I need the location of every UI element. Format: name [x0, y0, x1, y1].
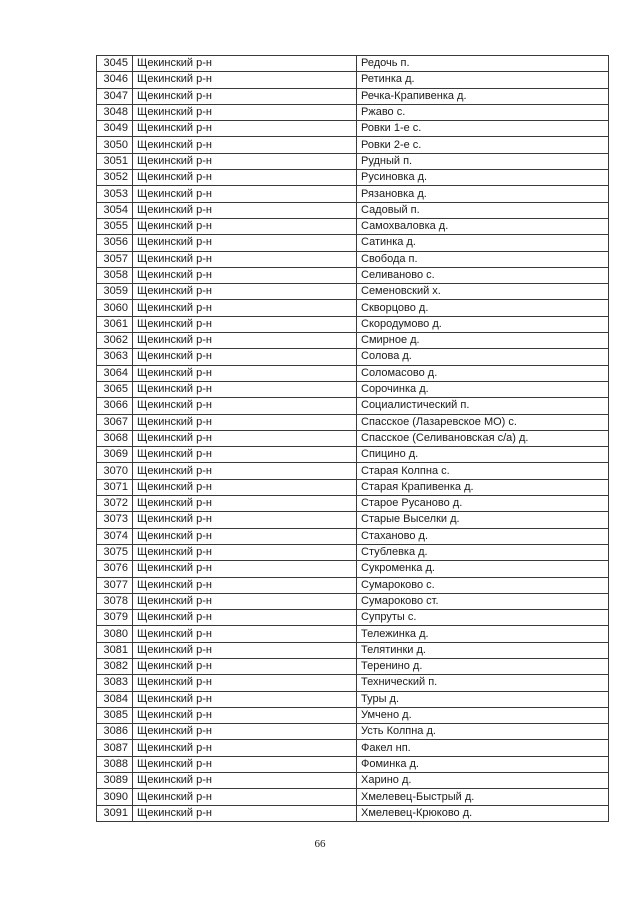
row-number-cell: 3049: [97, 121, 133, 137]
locality-cell: Ржаво с.: [357, 104, 609, 120]
district-cell: Щекинский р-н: [133, 365, 357, 381]
row-number-cell: 3079: [97, 610, 133, 626]
row-number-cell: 3083: [97, 675, 133, 691]
district-cell: Щекинский р-н: [133, 805, 357, 821]
locality-cell: Супруты с.: [357, 610, 609, 626]
locality-cell: Ровки 2-е с.: [357, 137, 609, 153]
row-number-cell: 3070: [97, 463, 133, 479]
table-row: [97, 414, 609, 430]
table-row: [97, 365, 609, 381]
table-row: [97, 137, 609, 153]
locality-cell: Стублевка д.: [357, 544, 609, 560]
district-cell: Щекинский р-н: [133, 577, 357, 593]
locality-cell: Сумароково ст.: [357, 593, 609, 609]
table-row: [97, 756, 609, 772]
table-row: [97, 56, 609, 72]
row-number-cell: 3072: [97, 496, 133, 512]
district-cell: Щекинский р-н: [133, 316, 357, 332]
locality-cell: Скородумово д.: [357, 316, 609, 332]
district-cell: Щекинский р-н: [133, 512, 357, 528]
locality-cell: Технический п.: [357, 675, 609, 691]
row-number-cell: 3065: [97, 381, 133, 397]
district-cell: Щекинский р-н: [133, 675, 357, 691]
row-number-cell: 3054: [97, 202, 133, 218]
locality-cell: Сатинка д.: [357, 235, 609, 251]
district-cell: Щекинский р-н: [133, 398, 357, 414]
district-cell: Щекинский р-н: [133, 186, 357, 202]
row-number-cell: 3068: [97, 430, 133, 446]
table-row: [97, 463, 609, 479]
district-cell: Щекинский р-н: [133, 610, 357, 626]
district-cell: Щекинский р-н: [133, 528, 357, 544]
table-row: [97, 479, 609, 495]
table-row: [97, 300, 609, 316]
district-cell: Щекинский р-н: [133, 414, 357, 430]
table-row: [97, 724, 609, 740]
row-number-cell: 3056: [97, 235, 133, 251]
row-number-cell: 3078: [97, 593, 133, 609]
locality-cell: Теренино д.: [357, 658, 609, 674]
locality-cell: Старые Выселки д.: [357, 512, 609, 528]
table-row: [97, 528, 609, 544]
district-cell: Щекинский р-н: [133, 691, 357, 707]
row-number-cell: 3076: [97, 561, 133, 577]
locality-cell: Самохваловка д.: [357, 218, 609, 234]
locality-cell: Речка-Крапивенка д.: [357, 88, 609, 104]
row-number-cell: 3088: [97, 756, 133, 772]
locality-cell: Спицино д.: [357, 447, 609, 463]
locality-table: [96, 55, 609, 822]
table-row: [97, 447, 609, 463]
row-number-cell: 3062: [97, 333, 133, 349]
table-row: [97, 707, 609, 723]
table-row: [97, 267, 609, 283]
page-number: 66: [314, 838, 326, 850]
locality-cell: Скворцово д.: [357, 300, 609, 316]
table-row: [97, 381, 609, 397]
row-number-cell: 3050: [97, 137, 133, 153]
locality-cell: Туры д.: [357, 691, 609, 707]
table-row: [97, 658, 609, 674]
locality-cell: Семеновский х.: [357, 284, 609, 300]
locality-cell: Харино д.: [357, 773, 609, 789]
row-number-cell: 3075: [97, 544, 133, 560]
district-cell: Щекинский р-н: [133, 88, 357, 104]
district-cell: Щекинский р-н: [133, 724, 357, 740]
district-cell: Щекинский р-н: [133, 284, 357, 300]
table-row: [97, 642, 609, 658]
locality-cell: Спасское (Селивановская с/а) д.: [357, 430, 609, 446]
district-cell: Щекинский р-н: [133, 496, 357, 512]
locality-cell: Фоминка д.: [357, 756, 609, 772]
locality-cell: Хмелевец-Быстрый д.: [357, 789, 609, 805]
district-cell: Щекинский р-н: [133, 561, 357, 577]
locality-cell: Селиваново с.: [357, 267, 609, 283]
locality-cell: Ровки 1-е с.: [357, 121, 609, 137]
table-row: [97, 544, 609, 560]
row-number-cell: 3051: [97, 153, 133, 169]
district-cell: Щекинский р-н: [133, 218, 357, 234]
row-number-cell: 3073: [97, 512, 133, 528]
district-cell: Щекинский р-н: [133, 153, 357, 169]
district-cell: Щекинский р-н: [133, 773, 357, 789]
row-number-cell: 3081: [97, 642, 133, 658]
district-cell: Щекинский р-н: [133, 72, 357, 88]
locality-cell: Усть Колпна д.: [357, 724, 609, 740]
locality-cell: Сорочинка д.: [357, 381, 609, 397]
table-row: [97, 593, 609, 609]
table-row: [97, 284, 609, 300]
locality-cell: Соломасово д.: [357, 365, 609, 381]
table-row: [97, 675, 609, 691]
table-row: [97, 218, 609, 234]
table-row: [97, 626, 609, 642]
row-number-cell: 3057: [97, 251, 133, 267]
locality-cell: Телятинки д.: [357, 642, 609, 658]
table-row: [97, 104, 609, 120]
table-row: [97, 251, 609, 267]
locality-cell: Русиновка д.: [357, 170, 609, 186]
row-number-cell: 3053: [97, 186, 133, 202]
row-number-cell: 3048: [97, 104, 133, 120]
locality-cell: Свобода п.: [357, 251, 609, 267]
district-cell: Щекинский р-н: [133, 430, 357, 446]
locality-cell: Факел нп.: [357, 740, 609, 756]
table-row: [97, 88, 609, 104]
table-row: [97, 561, 609, 577]
table-row: [97, 186, 609, 202]
locality-cell: Сумароково с.: [357, 577, 609, 593]
district-cell: Щекинский р-н: [133, 789, 357, 805]
district-cell: Щекинский р-н: [133, 121, 357, 137]
row-number-cell: 3077: [97, 577, 133, 593]
locality-cell: Ретинка д.: [357, 72, 609, 88]
table-row: [97, 235, 609, 251]
locality-cell: Солова д.: [357, 349, 609, 365]
row-number-cell: 3071: [97, 479, 133, 495]
table-row: [97, 805, 609, 821]
row-number-cell: 3067: [97, 414, 133, 430]
table-row: [97, 430, 609, 446]
table-row: [97, 740, 609, 756]
locality-cell: Хмелевец-Крюково д.: [357, 805, 609, 821]
locality-cell: Старое Русаново д.: [357, 496, 609, 512]
table-row: [97, 121, 609, 137]
locality-cell: Спасское (Лазаревское МО) с.: [357, 414, 609, 430]
table-row: [97, 577, 609, 593]
row-number-cell: 3052: [97, 170, 133, 186]
district-cell: Щекинский р-н: [133, 56, 357, 72]
district-cell: Щекинский р-н: [133, 463, 357, 479]
locality-cell: Садовый п.: [357, 202, 609, 218]
district-cell: Щекинский р-н: [133, 479, 357, 495]
table-row: [97, 773, 609, 789]
table-row: [97, 789, 609, 805]
row-number-cell: 3090: [97, 789, 133, 805]
locality-cell: Старая Колпна с.: [357, 463, 609, 479]
locality-cell: Умчено д.: [357, 707, 609, 723]
district-cell: Щекинский р-н: [133, 349, 357, 365]
table-row: [97, 512, 609, 528]
row-number-cell: 3074: [97, 528, 133, 544]
row-number-cell: 3084: [97, 691, 133, 707]
locality-cell: Редочь п.: [357, 56, 609, 72]
table-row: [97, 153, 609, 169]
locality-cell: Рудный п.: [357, 153, 609, 169]
row-number-cell: 3082: [97, 658, 133, 674]
district-cell: Щекинский р-н: [133, 544, 357, 560]
district-cell: Щекинский р-н: [133, 235, 357, 251]
table-row: [97, 170, 609, 186]
row-number-cell: 3061: [97, 316, 133, 332]
table-row: [97, 333, 609, 349]
row-number-cell: 3058: [97, 267, 133, 283]
row-number-cell: 3063: [97, 349, 133, 365]
district-cell: Щекинский р-н: [133, 267, 357, 283]
row-number-cell: 3086: [97, 724, 133, 740]
row-number-cell: 3045: [97, 56, 133, 72]
row-number-cell: 3046: [97, 72, 133, 88]
district-cell: Щекинский р-н: [133, 642, 357, 658]
row-number-cell: 3055: [97, 218, 133, 234]
row-number-cell: 3085: [97, 707, 133, 723]
table-row: [97, 691, 609, 707]
district-cell: Щекинский р-н: [133, 447, 357, 463]
row-number-cell: 3087: [97, 740, 133, 756]
locality-cell: Стаханово д.: [357, 528, 609, 544]
table-row: [97, 610, 609, 626]
table-row: [97, 202, 609, 218]
locality-cell: Смирное д.: [357, 333, 609, 349]
district-cell: Щекинский р-н: [133, 333, 357, 349]
row-number-cell: 3089: [97, 773, 133, 789]
district-cell: Щекинский р-н: [133, 137, 357, 153]
district-cell: Щекинский р-н: [133, 756, 357, 772]
district-cell: Щекинский р-н: [133, 626, 357, 642]
locality-cell: Сукроменка д.: [357, 561, 609, 577]
row-number-cell: 3069: [97, 447, 133, 463]
district-cell: Щекинский р-н: [133, 202, 357, 218]
district-cell: Щекинский р-н: [133, 300, 357, 316]
table-row: [97, 398, 609, 414]
district-cell: Щекинский р-н: [133, 104, 357, 120]
district-cell: Щекинский р-н: [133, 740, 357, 756]
row-number-cell: 3047: [97, 88, 133, 104]
locality-cell: Рязановка д.: [357, 186, 609, 202]
table-body: [97, 56, 609, 822]
district-cell: Щекинский р-н: [133, 593, 357, 609]
row-number-cell: 3066: [97, 398, 133, 414]
district-cell: Щекинский р-н: [133, 707, 357, 723]
locality-cell: Социалистический п.: [357, 398, 609, 414]
district-cell: Щекинский р-н: [133, 381, 357, 397]
row-number-cell: 3059: [97, 284, 133, 300]
table-row: [97, 72, 609, 88]
locality-cell: Тележинка д.: [357, 626, 609, 642]
locality-cell: Старая Крапивенка д.: [357, 479, 609, 495]
document-page: [96, 55, 605, 822]
district-cell: Щекинский р-н: [133, 170, 357, 186]
row-number-cell: 3060: [97, 300, 133, 316]
row-number-cell: 3080: [97, 626, 133, 642]
row-number-cell: 3091: [97, 805, 133, 821]
table-row: [97, 496, 609, 512]
table-row: [97, 349, 609, 365]
row-number-cell: 3064: [97, 365, 133, 381]
district-cell: Щекинский р-н: [133, 251, 357, 267]
district-cell: Щекинский р-н: [133, 658, 357, 674]
table-row: [97, 316, 609, 332]
